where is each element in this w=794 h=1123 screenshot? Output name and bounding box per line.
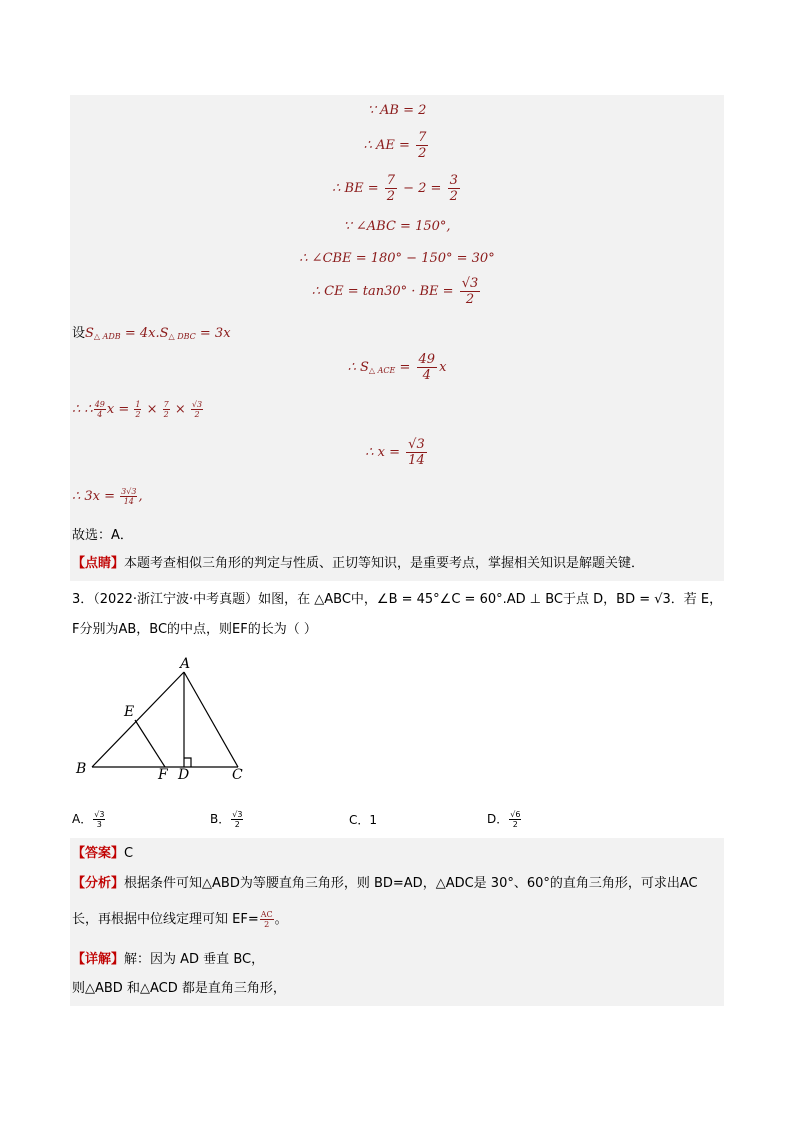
option-a[interactable]: A． $\frac{√3}{3}$	[72, 810, 105, 829]
right-angle-mark	[184, 758, 191, 767]
label-b: B	[76, 761, 87, 777]
solution-line-1: ∵ AB = 2	[367, 103, 427, 118]
triangle-figure	[70, 652, 260, 787]
solution-line-8: ∴ $S_{\triangle ACE}$ = $\frac{49}{4}$ x	[347, 352, 447, 383]
detail-line-1: 【详解】解：因为 AD 垂直 BC，	[72, 952, 265, 967]
fraction: $\frac{7}{2}$	[418, 130, 427, 161]
side-ab	[92, 672, 184, 767]
solution-line-4: ∵ ∠ABC = 150°,	[343, 219, 451, 234]
fraction: $\frac{√3}{14}$	[408, 437, 425, 468]
solution-line-5: ∴ ∠CBE = 180° − 150° = 30°	[299, 251, 495, 266]
label-e: E	[124, 704, 135, 720]
question-line-1: 3．（2022·浙江宁波·中考真题）如图，在 △ABC中，∠B = 45°∠C = 60°.AD ⊥ BC于点 D，BD = √3．若 E，	[72, 592, 723, 607]
fraction: $\frac{3}{2}$	[449, 173, 458, 204]
solution-line-3: ∴ BE = $\frac{7}{2}$ − 2 = $\frac{3}{2}$	[332, 173, 458, 204]
fraction: $\frac{49}{4}$	[418, 352, 436, 383]
side-ac	[184, 672, 238, 767]
fraction: $\frac{7}{2}$	[386, 173, 395, 204]
detail-line-2: 则△ABD 和△ACD 都是直角三角形，	[72, 981, 286, 996]
analysis-line-1: 【分析】根据条件可知△ABD为等腰直角三角形，则 BD=AD，△ADC是 30°、60°的直角三角形，可求出AC	[72, 876, 698, 891]
solution-line-7: 设$S_{\triangle ADB} = 4x.S_{\triangle DBC} = 3x$	[72, 326, 231, 341]
option-c[interactable]: C．1	[349, 813, 378, 827]
option-d[interactable]: D． $\frac{√6}{2}$	[487, 810, 521, 829]
solution-line-10: ∴ x = $\frac{√3}{14}$	[365, 437, 425, 468]
fraction: $\frac{√3}{2}$	[461, 276, 479, 307]
segment-ef	[135, 720, 165, 767]
answer-line: 【答案】C	[72, 846, 134, 861]
question-line-2: F分别为AB，BC的中点，则EF的长为（ ）	[72, 622, 317, 637]
solution-comment: 【点睛】本题考查相似三角形的判定与性质、正切等知识，是重要考点，掌握相关知识是解题关键．	[72, 556, 645, 571]
solution-line-6: ∴ CE = tan30° · BE = $\frac{√3}{2}$	[311, 276, 479, 307]
label-a: A	[180, 656, 191, 672]
solution-line-2: ∴ AE = $\frac{7}{2}$	[363, 130, 427, 161]
analysis-line-2: 长，再根据中位线定理可知 EF= $\frac{AC}{2}$ 。	[72, 910, 288, 929]
option-b[interactable]: B． $\frac{√3}{2}$	[210, 810, 243, 829]
solution-line-11: ∴ 3x = $\frac{3√3}{14}$ ,	[72, 487, 143, 506]
label-f: F	[158, 767, 168, 783]
solution-line-9: ∴ ∴ $\frac{49}{4}$ x = $\frac{1}{2}$ × $\frac{7}{2}$ × $\frac{√3}{2}$	[72, 400, 203, 419]
label-d: D	[178, 767, 190, 783]
label-c: C	[232, 767, 243, 783]
solution-choice: 故选：A．	[72, 528, 133, 543]
